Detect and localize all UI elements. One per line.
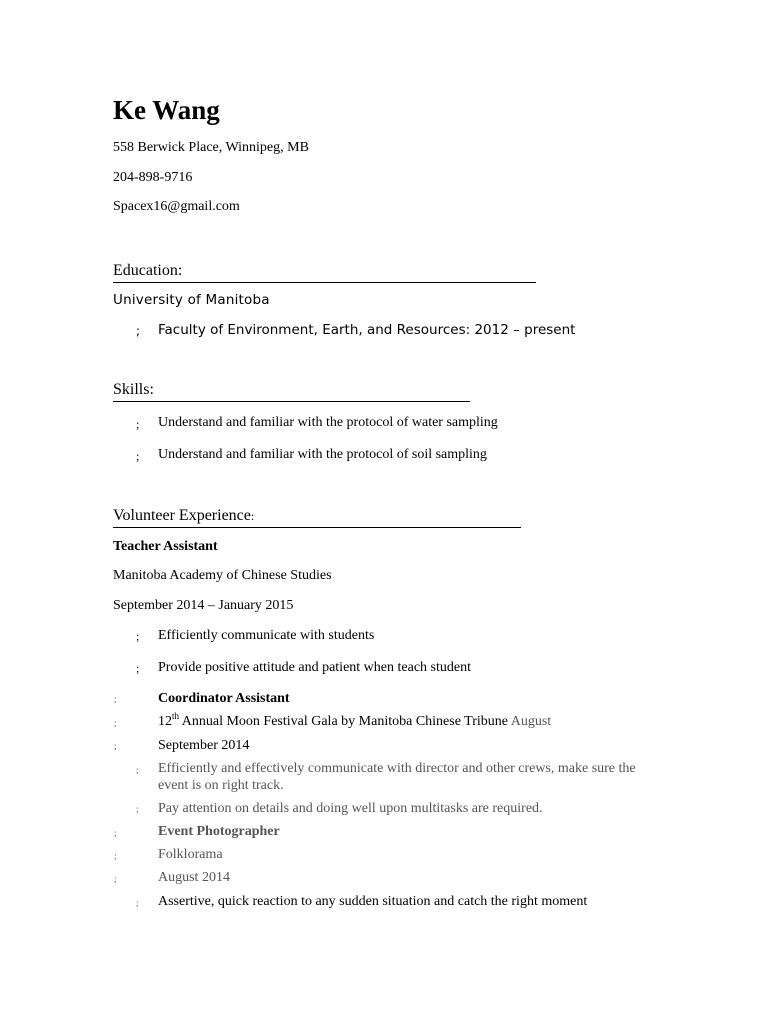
- bullet: ;: [114, 741, 117, 751]
- teacher-dates: September 2014 – January 2015: [113, 598, 294, 613]
- bullet: ;: [136, 898, 139, 908]
- volunteer-heading: [113, 506, 521, 528]
- event-name: Annual Moon Festival Gala by Manitoba Chinese Tribune: [179, 714, 511, 729]
- volunteer-heading-colon: :: [250, 509, 255, 523]
- bullet: ;: [114, 851, 117, 861]
- event-month: August: [510, 714, 552, 729]
- candidate-name: Ke Wang: [113, 95, 220, 125]
- bullet: ;: [114, 874, 117, 884]
- coordinator-event: [158, 713, 551, 731]
- event-ordinal: 12: [158, 714, 172, 729]
- teacher-org: Manitoba Academy of Chinese Studies: [113, 568, 332, 583]
- bullet: ;: [136, 324, 141, 338]
- education-heading: [113, 261, 536, 283]
- coordinator-dates: September 2014: [158, 738, 250, 753]
- photographer-role: Event Photographer: [158, 824, 280, 839]
- coordinator-duty: Pay attention on details and doing well upon multitasks are required.: [158, 801, 543, 816]
- teacher-duty: Efficiently communicate with students: [158, 628, 375, 643]
- skill-item: Understand and familiar with the protocol of soil sampling: [158, 447, 487, 462]
- email-address: Spacex16@gmail.com: [113, 199, 240, 214]
- bullet: ;: [114, 718, 117, 728]
- address: 558 Berwick Place, Winnipeg, MB: [113, 140, 309, 155]
- bullet: ;: [136, 417, 140, 431]
- bullet: ;: [136, 449, 140, 463]
- coordinator-duty: Efficiently and effectively communicate with director and other crews, make sure the event is on right track.: [158, 761, 636, 793]
- faculty-entry: Faculty of Environment, Earth, and Resources: 2012 – present: [158, 322, 576, 338]
- bullet: ;: [136, 629, 140, 643]
- volunteer-heading-text: Volunteer Experience: [113, 507, 251, 524]
- photographer-org: Folklorama: [158, 847, 223, 862]
- teacher-role: Teacher Assistant: [113, 539, 218, 554]
- bullet: ;: [114, 828, 117, 838]
- university-name: University of Manitoba: [113, 292, 270, 308]
- skills-heading: [113, 380, 470, 402]
- bullet: ;: [136, 765, 139, 775]
- phone-number: 204-898-9716: [113, 170, 193, 185]
- education-heading-text: Education:: [113, 262, 183, 279]
- bullet: ;: [136, 661, 140, 675]
- photographer-duty: Assertive, quick reaction to any sudden situation and catch the right moment: [158, 894, 588, 909]
- photographer-dates: August 2014: [158, 870, 230, 885]
- bullet: ;: [114, 694, 117, 704]
- event-ordinal-suffix: th: [172, 711, 180, 721]
- coordinator-role: Coordinator Assistant: [158, 691, 290, 706]
- teacher-duty: Provide positive attitude and patient when teach student: [158, 660, 471, 675]
- skills-heading-text: Skills:: [113, 381, 154, 398]
- skill-item: Understand and familiar with the protocol of water sampling: [158, 415, 498, 430]
- bullet: ;: [136, 804, 139, 814]
